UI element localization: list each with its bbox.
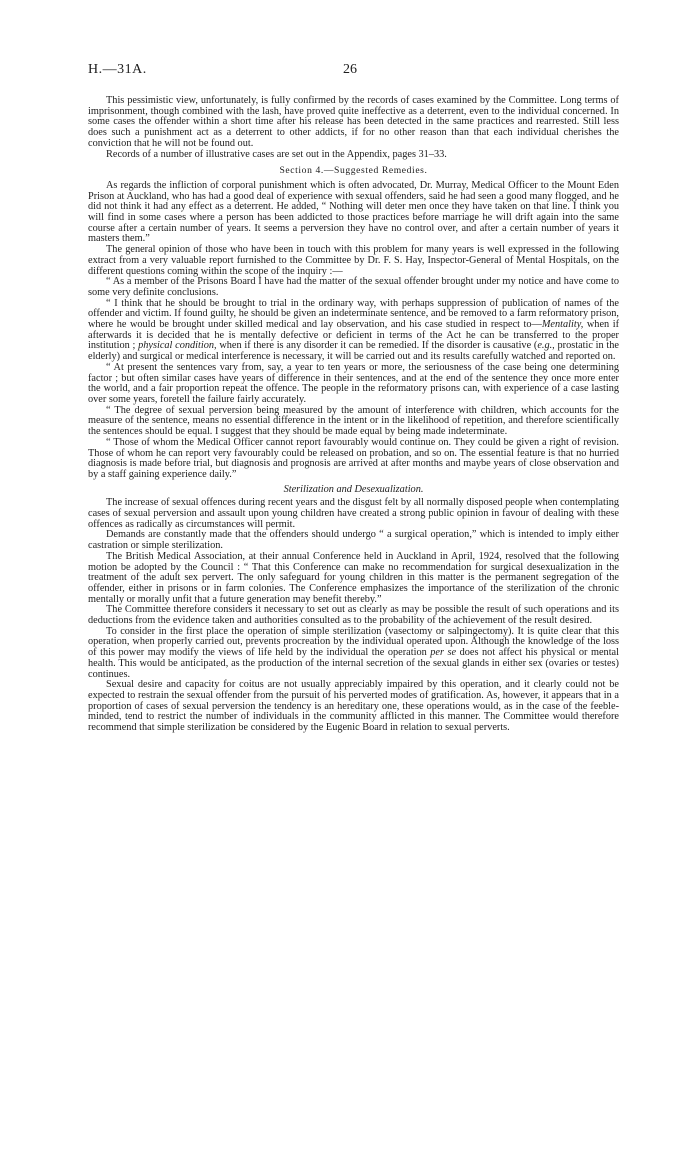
document-body — [88, 96, 619, 734]
document-reference: H.—31A. — [88, 62, 147, 77]
text-run: “ I think that he should be brought to trial in the ordinary way, with perhaps suppression of publication of names of the offender and victim. If found guilty, he should be given an indeterminate sentence, and be removed to a farm reformatory prison, where he would be brought under skilled medical and lay observation, and his case studied in respect to— — [88, 297, 619, 331]
paragraph: The British Medical Association, at their annual Conference held in Auckland in April, 1924, resolved that the following motion be adopted by the Council : “ That this Conference can make no recommendation for surgical desexualization in the treatment of the adult sex pervert. The only safeguard for young children in this matter is the permanent segregation of the offender, either in prisons or in farm colonies. The Conference emphasizes the importance of the sterilization of the chronic mentally or morally unfit that a future generation may benefit thereby.” — [88, 550, 619, 605]
quoted-paragraph: “ Those of whom the Medical Officer cannot report favourably would continue on. They could be given a right of revision. Those of whom he can report very favourably could be released on probation, and so on. The essential feature is that no hurried diagnosis is made before trial, but diagnosis and prognosis are arrived at after months and maybe years of close observation and by a staff gaining experience daily.” — [88, 436, 619, 480]
text-run: prostatic in the elderly) and surgical or medical interference is necessary, it will be carried out and its results carefully watched and reported on. — [88, 340, 619, 363]
page-header — [88, 62, 612, 82]
quoted-paragraph: “ As a member of the Prisons Board I have had the matter of the sexual offender brought under my notice and have come to some very definite conclusions. — [88, 276, 619, 298]
subsection-heading: Sterilization and Desexualization. — [283, 483, 424, 495]
italic-run: physical condition, — [138, 340, 217, 352]
quoted-paragraph: “ At present the sentences vary from, say, a year to ten years or more, the seriousness of the case being one determining factor ; but often similar cases have years of difference in their sentences, and at the end of the sentence they once more enter the world, and a fair proportion repeat the offence. The people in the reformatory prisons can, with experience of a case lasting over some years, foretell the failure fairly accurately. — [88, 361, 619, 405]
paragraph: The general opinion of those who have been in touch with this problem for many years is well expressed in the following extract from a very valuable report furnished to the Committee by Dr. F. S. Hay, Inspector-General of Mental Hospitals, on the different questions coming within the scope of the inquiry :— — [88, 244, 619, 277]
paragraph: As regards the infliction of corporal punishment which is often advocated, Dr. Murray, Medical Officer to the Mount Eden Prison at Auckland, who has had a good deal of experience with sexual offenders, said he had seen a good many flogged, and he did not think it had any effect as a deterrent. He added, “ Nothing will deter men once they have taken on that line. I think you will find in some cases where a person has been addicted to those practices before marriage he will drift again into the same course after a certain number of years. It seems a perversion they have no control over, and after a certain number of years it masters them.” — [88, 179, 619, 245]
paragraph: Sexual desire and capacity for coitus are not usually appreciably impaired by this operation, and it clearly could not be expected to restrain the sexual offender from the pursuit of his perverted modes of gratification. As, however, it appears that in a proportion of cases of sexual perversion the tendency is an hereditary one, these operations would, as in the case of the feeble-minded, tend to restrict the number of individuals in the community afflicted in this manner. The Committee would therefore recommend that simple sterilization be considered by the Eugenic Board in relation to sexual perverts. — [88, 679, 619, 734]
italic-run: e.g., — [537, 340, 555, 352]
quoted-paragraph — [88, 299, 619, 363]
section-heading: Section 4.—Suggested Remedies. — [279, 165, 428, 177]
paragraph: Records of a number of illustrative cases are set out in the Appendix, pages 31–33. — [106, 148, 447, 160]
paragraph — [88, 627, 619, 681]
text-run: when if there is any disorder it can be remedied. If the disorder is causative ( — [216, 340, 538, 352]
paragraph: The increase of sexual offences during recent years and the disgust felt by all normally disposed people when contemplating cases of sexual perversion and assault upon young children have created a strong public opinion in favour of dealing with these offences as radically as circumstances will permit. — [88, 497, 619, 530]
italic-run: Mentality, — [541, 319, 584, 331]
quoted-paragraph: “ The degree of sexual perversion being measured by the amount of interference with children, which accounts for the measure of the sentence, means no essential difference in the intent or in the likelihood of repetition, and therefore scientifically the sentences should be equal. I suggest that they should be made equal by being made indeterminate. — [88, 404, 619, 438]
text-run: when if afterwards it is decided that he is mentally defective or deficient in terms of the Act he can be transferred to the proper institution ; — [88, 319, 619, 352]
text-run: To consider in the first place the operation of simple sterilization (vasectomy or salpingectomy). It is quite clear that this operation, when properly carried out, prevents procreation by the individual operated upon. Although the knowledge of the loss of this power may modify the views of life held by the individual the operation — [88, 625, 619, 659]
text-run: does not affect his physical or mental health. This would be anticipated, as the production of the internal secretion of the sexual glands in either sex (ovaries or testes) continues. — [88, 647, 619, 680]
paragraph: This pessimistic view, unfortunately, is fully confirmed by the records of cases examined by the Committee. Long terms of imprisonment, though combined with the lash, have proved quite ineffective as a deterrent, even to the individual concerned. In some cases the offender within a short time after his release has been detected in the same practices and rearrested. Still less does such a punishment act as a deterrent to other addicts, if for no other reason than that each individual cherishes the conviction that he will not be found out. — [88, 95, 619, 149]
paragraph: Demands are constantly made that the offenders should undergo “ a surgical operation,” which is intended to imply either castration or simple sterilization. — [88, 529, 619, 552]
italic-run: per se — [430, 647, 457, 659]
page-number: 26 — [343, 62, 357, 77]
paragraph: The Committee therefore considers it necessary to set out as clearly as may be possible the result of such operations and its deductions from the evidence taken and authorities consulted as to the probability of the achievement of the result desired. — [88, 604, 619, 627]
